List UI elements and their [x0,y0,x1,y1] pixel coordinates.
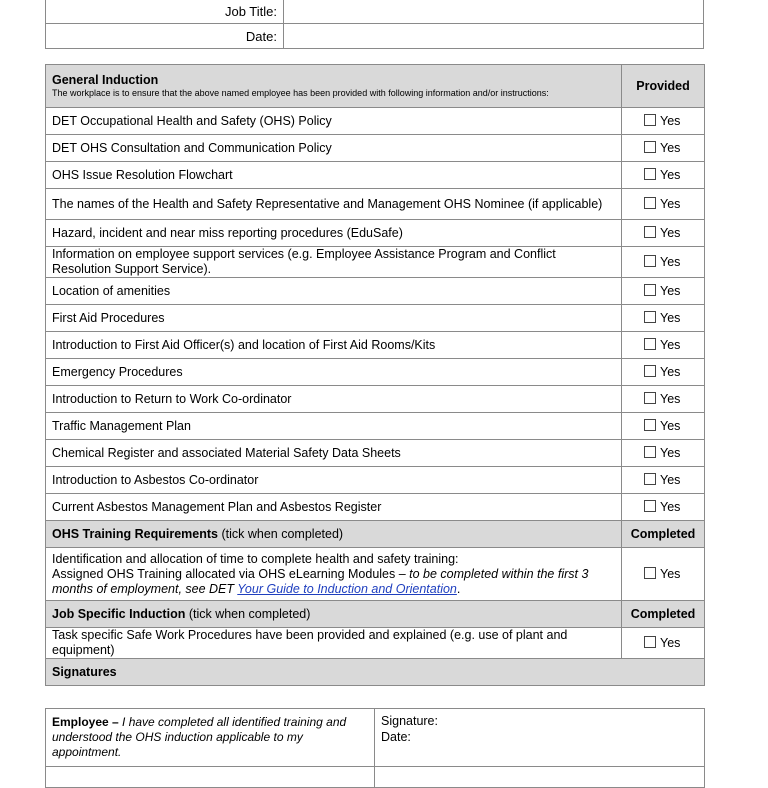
employee-details-table [45,0,704,49]
provided-column-header: Provided [622,65,705,108]
signature-table [45,708,705,788]
yes-label: Yes [660,364,681,379]
job-specific-header [46,601,705,628]
yes-label: Yes [660,140,681,155]
date-field[interactable] [284,24,704,49]
general-induction-row [46,386,705,413]
yes-label: Yes [660,445,681,460]
provided-checkbox-cell[interactable] [622,494,705,521]
job-completed-column-header: Completed [622,601,705,628]
next-signature-cell[interactable] [46,767,375,788]
general-induction-items [46,108,705,521]
general-induction-item: Introduction to First Aid Officer(s) and location of First Aid Rooms/Kits [46,332,622,359]
checkbox-icon[interactable] [644,636,656,648]
general-induction-item: Chemical Register and associated Material Safety Data Sheets [46,440,622,467]
checkbox-icon[interactable] [644,226,656,238]
general-induction-item: Information on employee support services (e.g. Employee Assistance Program and Conflict Resolution Support Service). [46,247,622,278]
ohs-training-line2-end: . [456,581,461,596]
provided-checkbox-cell[interactable] [622,278,705,305]
yes-label: Yes [660,472,681,487]
checkbox-icon[interactable] [644,365,656,377]
general-induction-row [46,359,705,386]
general-induction-item: DET Occupational Health and Safety (OHS) Policy [46,108,622,135]
yes-label: Yes [660,499,681,514]
yes-label: Yes [660,283,681,298]
yes-label: Yes [660,635,681,650]
general-induction-item: First Aid Procedures [46,305,622,332]
ohs-training-title: OHS Training Requirements [52,526,219,541]
checkbox-icon[interactable] [644,338,656,350]
general-induction-row [46,135,705,162]
employee-label: Employee – [52,715,123,729]
signatures-header [46,659,705,686]
general-induction-row [46,220,705,247]
general-induction-item: The names of the Health and Safety Representative and Management OHS Nominee (if applicable) [46,189,622,220]
checkbox-icon[interactable] [644,419,656,431]
general-induction-item: OHS Issue Resolution Flowchart [46,162,622,189]
checkbox-icon[interactable] [644,114,656,126]
checkbox-icon[interactable] [644,311,656,323]
employee-declaration: I have completed all identified training and understood the OHS induction applicable to my appointment. [52,715,347,759]
provided-checkbox-cell[interactable] [622,108,705,135]
signatures-title: Signatures [46,659,705,686]
employee-signature-row [46,709,705,767]
checkbox-icon[interactable] [644,284,656,296]
general-induction-item: Location of amenities [46,278,622,305]
signature-date-label: Date: [381,730,411,744]
job-specific-title: Job Specific Induction [52,606,186,621]
induction-checklist-table [45,64,705,686]
provided-checkbox-cell[interactable] [622,413,705,440]
general-induction-row [46,413,705,440]
provided-checkbox-cell[interactable] [622,162,705,189]
job-specific-checkbox-cell[interactable] [622,628,705,659]
job-title-field[interactable] [284,0,704,24]
general-induction-header [46,65,705,108]
general-induction-item: Emergency Procedures [46,359,622,386]
ohs-training-checkbox-cell[interactable] [622,548,705,601]
ohs-training-row [46,548,705,601]
general-induction-item: Introduction to Asbestos Co-ordinator [46,467,622,494]
general-induction-row [46,108,705,135]
checkbox-icon[interactable] [644,168,656,180]
job-title-label: Job Title: [46,0,284,24]
general-induction-row [46,494,705,521]
general-induction-row [46,247,705,278]
yes-label: Yes [660,196,681,211]
provided-checkbox-cell[interactable] [622,332,705,359]
yes-label: Yes [660,391,681,406]
provided-checkbox-cell[interactable] [622,247,705,278]
ohs-training-hint: (tick when completed) [218,526,344,541]
yes-label: Yes [660,418,681,433]
checkbox-icon[interactable] [644,500,656,512]
general-induction-row [46,467,705,494]
provided-checkbox-cell[interactable] [622,386,705,413]
general-induction-row [46,189,705,220]
general-induction-row [46,440,705,467]
job-specific-item: Task specific Safe Work Procedures have been provided and explained (e.g. use of plant and equipment) [46,628,622,659]
general-induction-row [46,162,705,189]
checkbox-icon[interactable] [644,255,656,267]
provided-checkbox-cell[interactable] [622,467,705,494]
yes-label: Yes [660,167,681,182]
checkbox-icon[interactable] [644,197,656,209]
provided-checkbox-cell[interactable] [622,305,705,332]
checkbox-icon[interactable] [644,392,656,404]
general-induction-row [46,332,705,359]
provided-checkbox-cell[interactable] [622,135,705,162]
ohs-training-header [46,521,705,548]
yes-label: Yes [660,337,681,352]
ohs-training-line1: Identification and allocation of time to complete health and safety training: [52,551,459,566]
employee-signature-cell[interactable] [375,709,705,767]
yes-label: Yes [660,113,681,128]
job-specific-hint: (tick when completed) [185,606,311,621]
yes-label: Yes [660,310,681,325]
general-induction-title: General Induction [52,72,159,87]
checkbox-icon[interactable] [644,567,656,579]
provided-checkbox-cell[interactable] [622,440,705,467]
ohs-training-line2b: to be completed within the first 3 months of employment, see DET [52,566,589,596]
general-induction-item: DET OHS Consultation and Communication Policy [46,135,622,162]
checkbox-icon[interactable] [644,141,656,153]
next-signature-cell-right[interactable] [375,767,705,788]
yes-label: Yes [660,254,681,269]
ohs-completed-column-header: Completed [622,521,705,548]
provided-checkbox-cell[interactable] [622,189,705,220]
general-induction-item: Hazard, incident and near miss reporting procedures (EduSafe) [46,220,622,247]
provided-checkbox-cell[interactable] [622,359,705,386]
checkbox-icon[interactable] [644,446,656,458]
general-induction-subtitle: The workplace is to ensure that the above named employee has been provided with following information and/or instructions: [52,87,549,98]
date-label: Date: [46,24,284,49]
general-induction-item: Traffic Management Plan [46,413,622,440]
general-induction-row [46,278,705,305]
yes-label: Yes [660,225,681,240]
provided-checkbox-cell[interactable] [622,220,705,247]
signature-label: Signature: [381,714,438,728]
yes-label: Yes [660,566,681,581]
job-specific-row [46,628,705,659]
checkbox-icon[interactable] [644,473,656,485]
induction-guide-link[interactable]: Your Guide to Induction and Orientation [237,581,457,596]
general-induction-item: Introduction to Return to Work Co-ordinator [46,386,622,413]
general-induction-row [46,305,705,332]
ohs-training-line2a: Assigned OHS Training allocated via OHS eLearning Modules – [52,566,410,581]
general-induction-item: Current Asbestos Management Plan and Asbestos Register [46,494,622,521]
